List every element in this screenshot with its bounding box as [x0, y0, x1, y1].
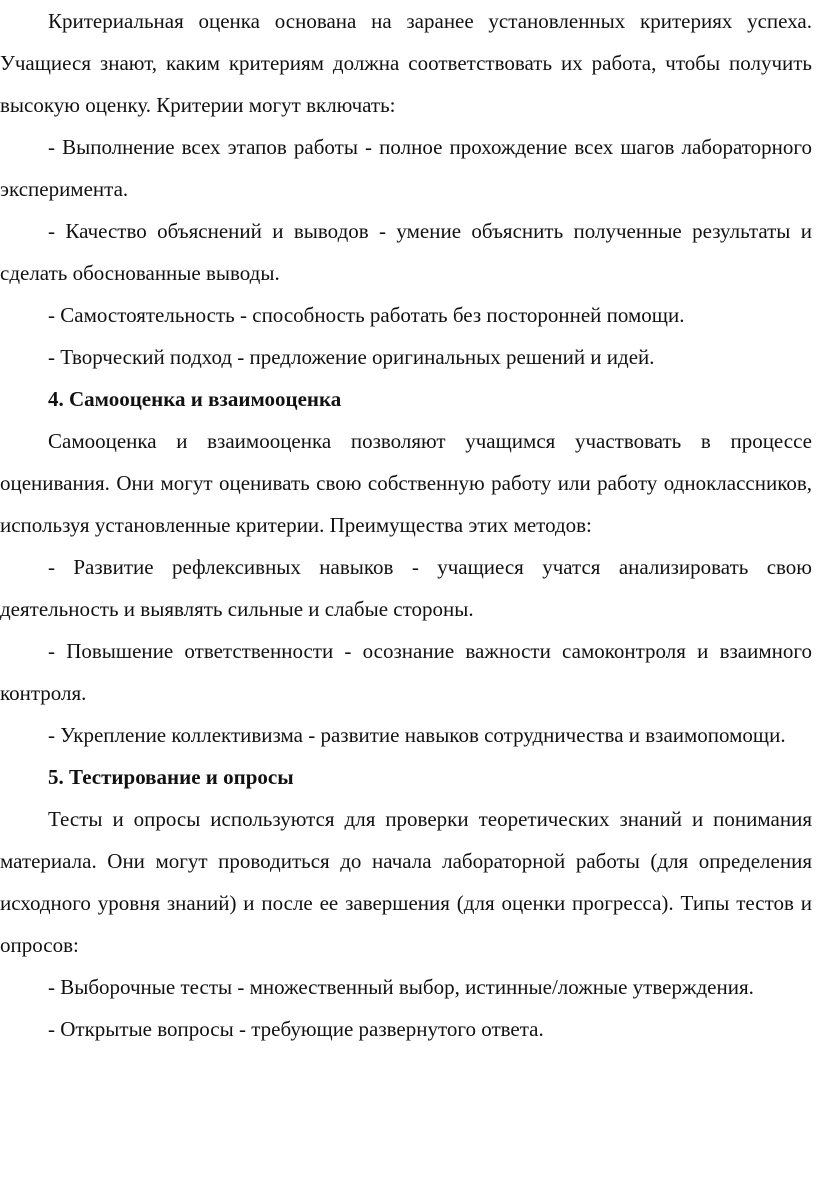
list-item-responsibility: - Повышение ответственности - осознание важности самоконтроля и взаимного контроля. [0, 639, 812, 705]
paragraph-self-assessment: Самооценка и взаимооценка позволяют учащимся участвовать в процессе оценивания. Они могут оценивать свою собственную работу или работу одноклассников, используя установленные критерии. Преимущества этих методов: [0, 429, 812, 537]
list-item-all-stages: - Выполнение всех этапов работы - полное прохождение всех шагов лабораторного эксперимента. [0, 135, 812, 201]
section-heading-self-assessment: 4. Самооценка и взаимооценка [48, 387, 342, 411]
paragraph-criteria-intro: Критериальная оценка основана на заранее установленных критериях успеха. Учащиеся знают, каким критериям должна соответствовать их работа, чтобы получить высокую оценку. Критерии могут включать: [0, 9, 812, 117]
list-item-selective-tests: - Выборочные тесты - множественный выбор, истинные/ложные утверждения. [48, 975, 754, 999]
list-item-creativity: - Творческий подход - предложение оригинальных решений и идей. [48, 345, 655, 369]
list-item-collectivism: - Укрепление коллективизма - развитие навыков сотрудничества и взаимопомощи. [48, 723, 786, 747]
list-item-open-questions: - Открытые вопросы - требующие развернутого ответа. [48, 1017, 544, 1041]
list-item-explanation-quality: - Качество объяснений и выводов - умение объяснить полученные результаты и сделать обоснованные выводы. [0, 219, 812, 285]
section-heading-testing: 5. Тестирование и опросы [48, 765, 294, 789]
list-item-independence: - Самостоятельность - способность работать без посторонней помощи. [48, 303, 685, 327]
paragraph-testing: Тесты и опросы используются для проверки теоретических знаний и понимания материала. Они могут проводиться до начала лабораторной работы (для определения исходного уровня знаний) и после ее завершения (для оценки прогресса). Типы тестов и опросов: [0, 807, 812, 957]
list-item-reflective-skills: - Развитие рефлексивных навыков - учащиеся учатся анализировать свою деятельность и выявлять сильные и слабые стороны. [0, 555, 812, 621]
